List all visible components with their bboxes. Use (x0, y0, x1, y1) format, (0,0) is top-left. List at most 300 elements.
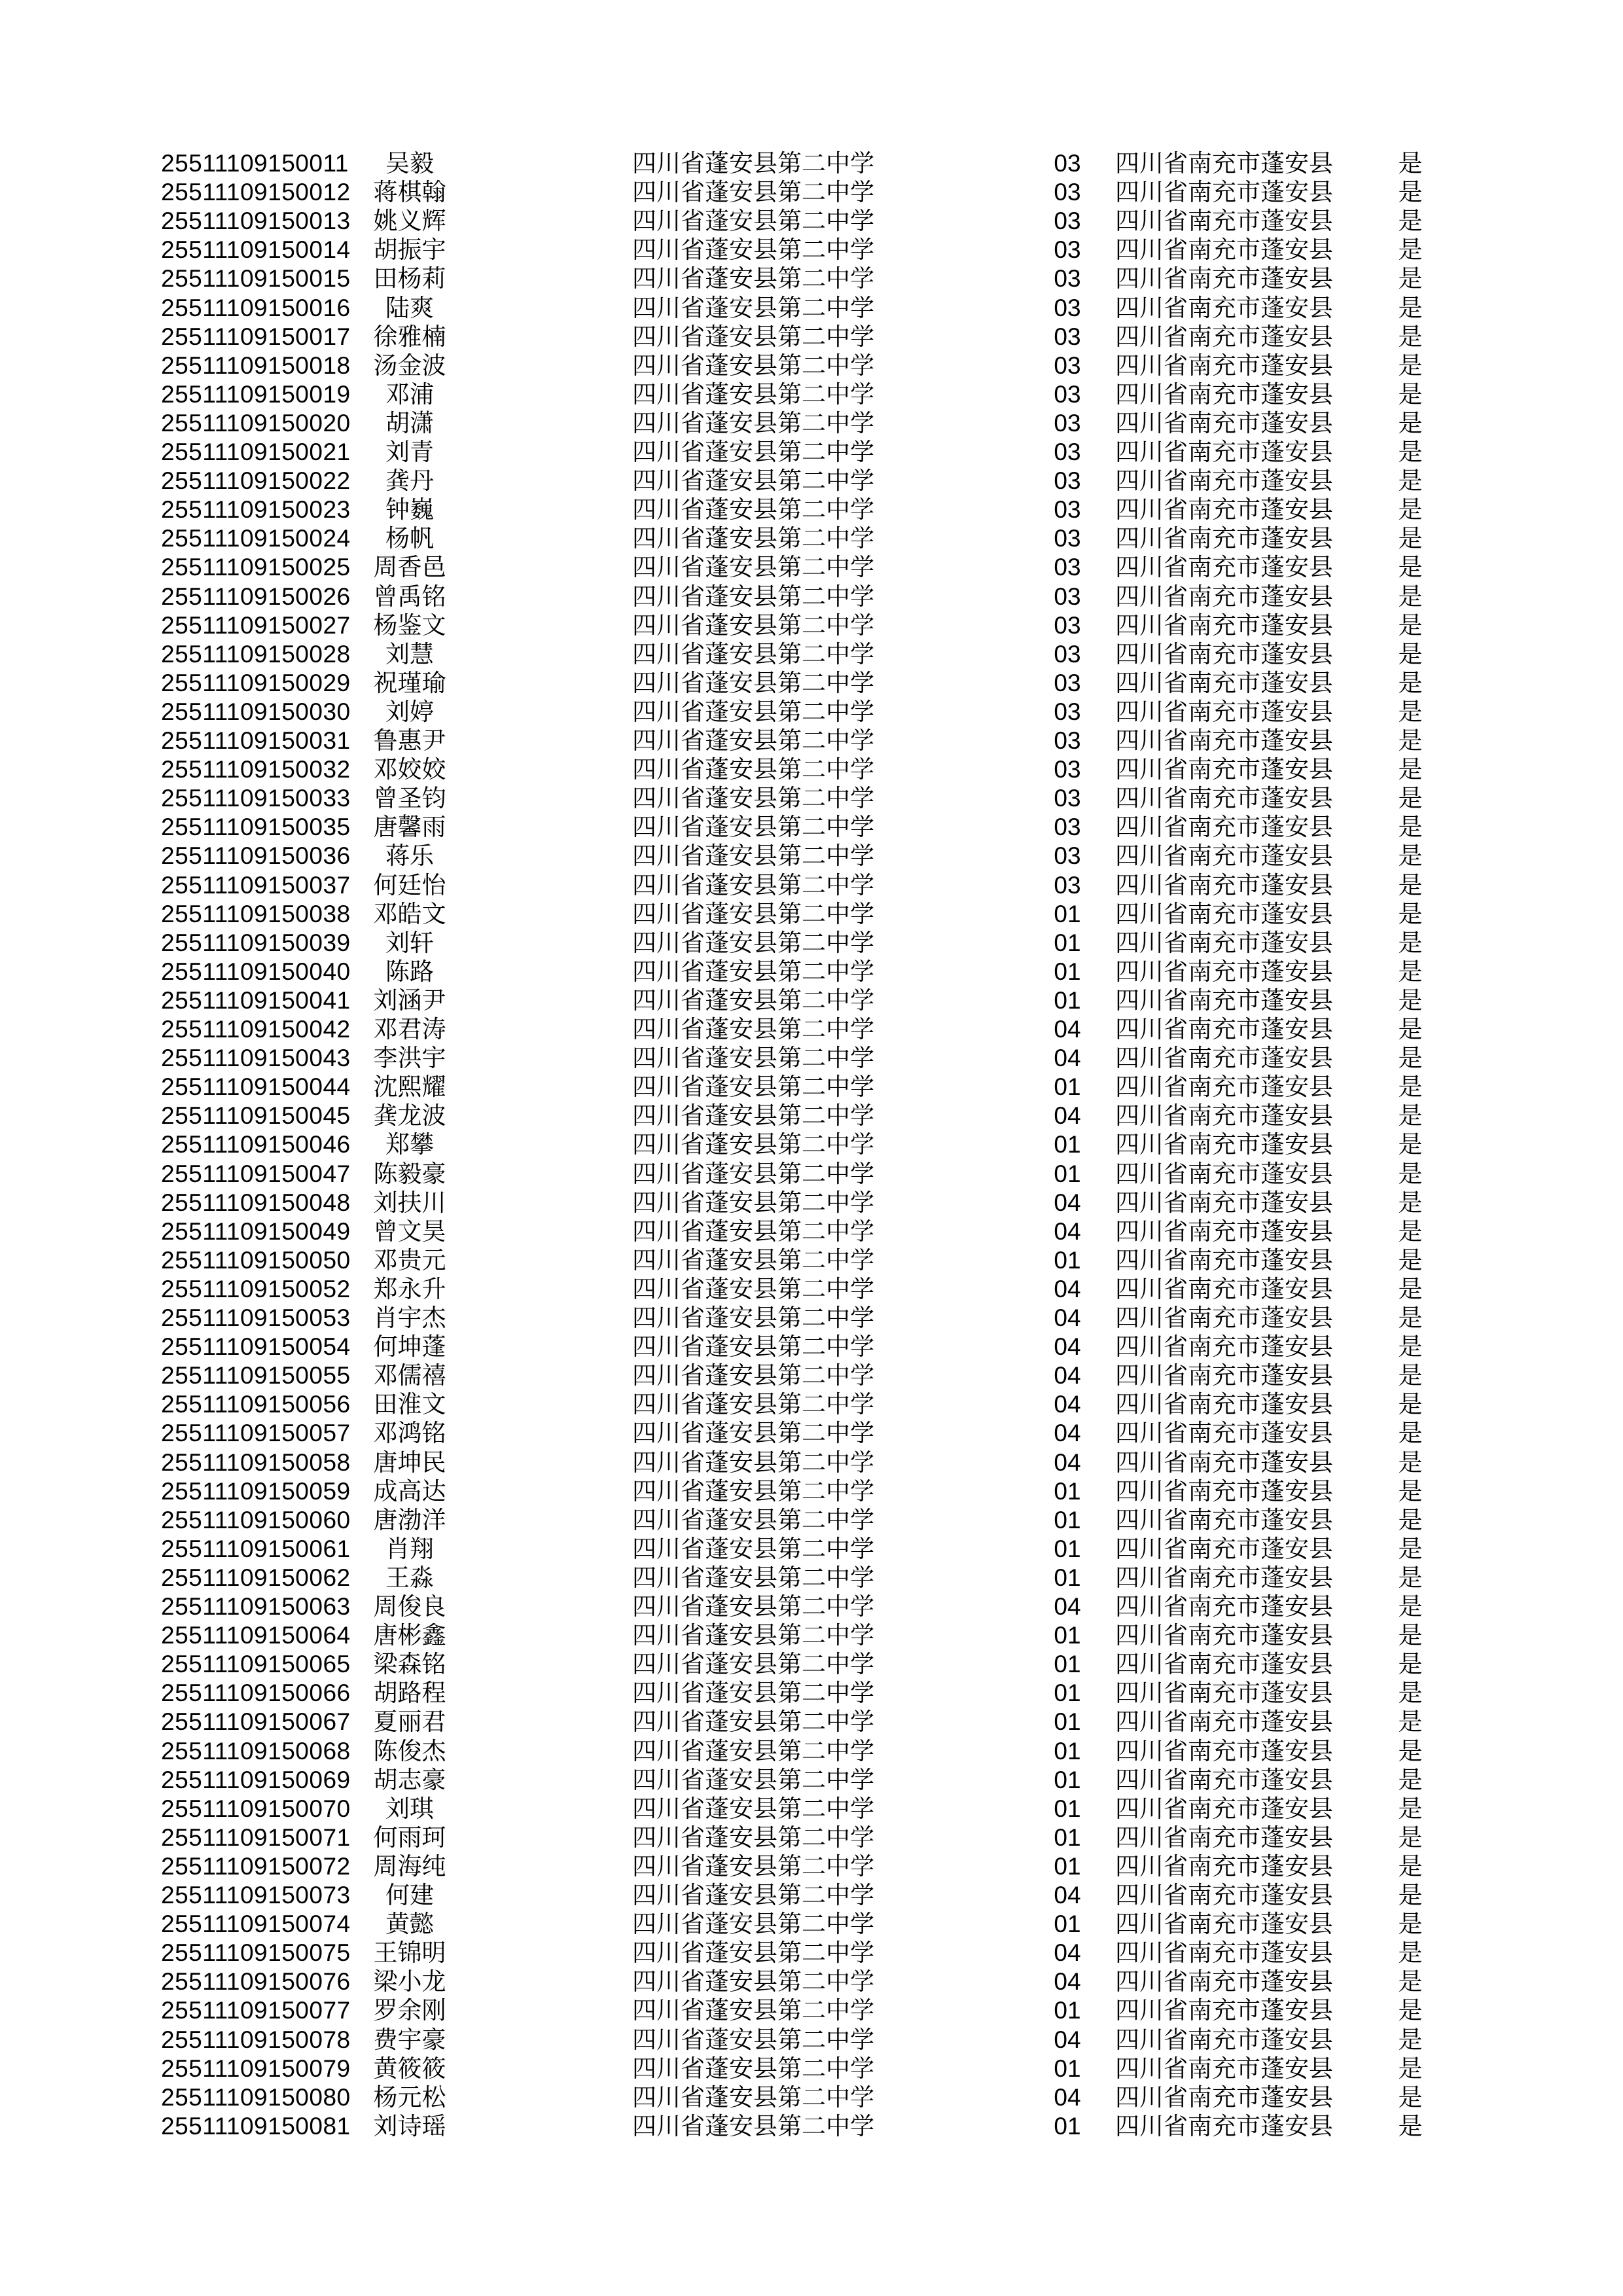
code-cell: 03 (1054, 640, 1081, 668)
flag-cell: 是 (1398, 1765, 1423, 1794)
name-cell: 何雨珂 (373, 1823, 446, 1852)
candidate-id-cell: 25511109150039 (161, 929, 351, 956)
flag-cell: 是 (1398, 2025, 1423, 2054)
table-row (0, 323, 1623, 351)
name-cell: 陆爽 (385, 293, 434, 322)
table-row (0, 294, 1623, 323)
region-cell: 四川省南充市蓬安县 (1115, 1246, 1333, 1274)
code-cell: 03 (1054, 409, 1081, 437)
region-cell: 四川省南充市蓬安县 (1115, 726, 1333, 755)
code-cell: 04 (1054, 1217, 1081, 1245)
candidate-id-cell: 25511109150056 (161, 1391, 351, 1418)
flag-cell: 是 (1398, 293, 1423, 322)
candidate-id-cell: 25511109150037 (161, 871, 351, 899)
school-cell: 四川省蓬安县第二中学 (632, 322, 874, 351)
region-cell: 四川省南充市蓬安县 (1115, 1708, 1333, 1736)
flag-cell: 是 (1398, 1679, 1423, 1708)
code-cell: 04 (1054, 1304, 1081, 1331)
table-row (0, 1766, 1623, 1795)
code-cell: 03 (1054, 669, 1081, 696)
flag-cell: 是 (1398, 1333, 1423, 1361)
candidate-id-cell: 25511109150038 (161, 900, 351, 927)
code-cell: 03 (1054, 380, 1081, 408)
candidate-id-cell: 25511109150043 (161, 1045, 351, 1072)
school-cell: 四川省蓬安县第二中学 (632, 1650, 874, 1679)
candidate-id-cell: 25511109150081 (161, 2112, 351, 2140)
region-cell: 四川省南充市蓬安县 (1115, 1823, 1333, 1852)
name-cell: 刘青 (385, 438, 434, 466)
school-cell: 四川省蓬安县第二中学 (632, 1736, 874, 1765)
name-cell: 胡振宇 (373, 236, 446, 264)
code-cell: 01 (1054, 1823, 1081, 1851)
school-cell: 四川省蓬安县第二中学 (632, 1910, 874, 1939)
name-cell: 钟巍 (385, 495, 434, 524)
name-cell: 龚龙波 (373, 1102, 446, 1130)
flag-cell: 是 (1398, 1823, 1423, 1852)
name-cell: 杨鉴文 (373, 611, 446, 639)
region-cell: 四川省南充市蓬安县 (1115, 2111, 1333, 2140)
region-cell: 四川省南充市蓬安县 (1115, 1996, 1333, 2025)
candidate-id-cell: 25511109150036 (161, 842, 351, 870)
candidate-id-cell: 25511109150064 (161, 1622, 351, 1649)
code-cell: 03 (1054, 467, 1081, 495)
candidate-id-cell: 25511109150053 (161, 1304, 351, 1331)
region-cell: 四川省南充市蓬安县 (1115, 1044, 1333, 1073)
code-cell: 04 (1054, 1593, 1081, 1620)
table-row (0, 1967, 1623, 1996)
school-cell: 四川省蓬安县第二中学 (632, 1794, 874, 1823)
name-cell: 陈俊杰 (373, 1736, 446, 1765)
flag-cell: 是 (1398, 2054, 1423, 2083)
flag-cell: 是 (1398, 2083, 1423, 2111)
candidate-id-cell: 25511109150058 (161, 1448, 351, 1476)
region-cell: 四川省南充市蓬安县 (1115, 611, 1333, 639)
school-cell: 四川省蓬安县第二中学 (632, 784, 874, 813)
school-cell: 四川省蓬安县第二中学 (632, 351, 874, 380)
table-row (0, 1535, 1623, 1564)
name-cell: 夏丽君 (373, 1708, 446, 1736)
school-cell: 四川省蓬安县第二中学 (632, 1102, 874, 1130)
region-cell: 四川省南充市蓬安县 (1115, 582, 1333, 611)
flag-cell: 是 (1398, 899, 1423, 928)
table-row (0, 1217, 1623, 1246)
code-cell: 01 (1054, 1766, 1081, 1793)
flag-cell: 是 (1398, 668, 1423, 697)
region-cell: 四川省南充市蓬安县 (1115, 986, 1333, 1014)
name-cell: 郑永升 (373, 1274, 446, 1303)
candidate-id-cell: 25511109150065 (161, 1651, 351, 1678)
table-row (0, 611, 1623, 640)
table-row (0, 929, 1623, 958)
flag-cell: 是 (1398, 1881, 1423, 1909)
flag-cell: 是 (1398, 380, 1423, 408)
flag-cell: 是 (1398, 1159, 1423, 1188)
candidate-id-cell: 25511109150013 (161, 207, 351, 235)
code-cell: 03 (1054, 236, 1081, 264)
region-cell: 四川省南充市蓬安县 (1115, 149, 1333, 177)
region-cell: 四川省南充市蓬安县 (1115, 1274, 1333, 1303)
candidate-id-cell: 25511109150032 (161, 756, 351, 783)
code-cell: 01 (1054, 1477, 1081, 1505)
candidate-id-cell: 25511109150021 (161, 439, 351, 465)
school-cell: 四川省蓬安县第二中学 (632, 2054, 874, 2083)
code-cell: 03 (1054, 583, 1081, 610)
candidate-id-cell: 25511109150078 (161, 2026, 351, 2053)
region-cell: 四川省南充市蓬安县 (1115, 2025, 1333, 2054)
flag-cell: 是 (1398, 784, 1423, 813)
flag-cell: 是 (1398, 870, 1423, 899)
flag-cell: 是 (1398, 1274, 1423, 1303)
candidate-id-cell: 25511109150011 (161, 150, 349, 177)
candidate-id-cell: 25511109150076 (161, 1968, 351, 1996)
code-cell: 03 (1054, 323, 1081, 350)
region-cell: 四川省南充市蓬安县 (1115, 264, 1333, 293)
candidate-id-cell: 25511109150027 (161, 611, 351, 639)
name-cell: 周香邑 (373, 553, 446, 582)
candidate-id-cell: 25511109150014 (161, 236, 351, 264)
table-row (0, 2083, 1623, 2112)
name-cell: 汤金波 (373, 351, 446, 380)
candidate-id-cell: 25511109150069 (161, 1766, 351, 1793)
candidate-id-cell: 25511109150073 (161, 1882, 351, 1909)
candidate-id-cell: 25511109150074 (161, 1910, 351, 1938)
flag-cell: 是 (1398, 322, 1423, 351)
code-cell: 04 (1054, 1391, 1081, 1418)
table-row (0, 1044, 1623, 1073)
flag-cell: 是 (1398, 1910, 1423, 1939)
flag-cell: 是 (1398, 697, 1423, 726)
table-row (0, 1390, 1623, 1419)
school-cell: 四川省蓬安县第二中学 (632, 1390, 874, 1419)
school-cell: 四川省蓬安县第二中学 (632, 1188, 874, 1217)
region-cell: 四川省南充市蓬安县 (1115, 467, 1333, 495)
table-row (0, 1246, 1623, 1275)
region-cell: 四川省南充市蓬安县 (1115, 1881, 1333, 1909)
flag-cell: 是 (1398, 1505, 1423, 1534)
school-cell: 四川省蓬安县第二中学 (632, 842, 874, 870)
code-cell: 03 (1054, 496, 1081, 524)
candidate-id-cell: 25511109150046 (161, 1131, 351, 1158)
candidate-id-cell: 25511109150070 (161, 1795, 351, 1822)
table-row (0, 409, 1623, 438)
region-cell: 四川省南充市蓬安县 (1115, 1650, 1333, 1679)
candidate-id-cell: 25511109150079 (161, 2054, 351, 2082)
table-row (0, 1996, 1623, 2025)
region-cell: 四川省南充市蓬安县 (1115, 1073, 1333, 1102)
school-cell: 四川省蓬安县第二中学 (632, 408, 874, 437)
table-row (0, 1102, 1623, 1130)
name-cell: 杨元松 (373, 2083, 446, 2111)
name-cell: 邓皓文 (373, 899, 446, 928)
table-row (0, 1650, 1623, 1679)
school-cell: 四川省蓬安县第二中学 (632, 611, 874, 639)
table-row (0, 842, 1623, 870)
code-cell: 01 (1054, 1073, 1081, 1101)
school-cell: 四川省蓬安县第二中学 (632, 1967, 874, 1996)
school-cell: 四川省蓬安县第二中学 (632, 1217, 874, 1246)
candidate-id-cell: 25511109150041 (161, 986, 351, 1014)
school-cell: 四川省蓬安县第二中学 (632, 582, 874, 611)
table-row (0, 1361, 1623, 1390)
region-cell: 四川省南充市蓬安县 (1115, 408, 1333, 437)
candidate-id-cell: 25511109150063 (161, 1593, 351, 1620)
school-cell: 四川省蓬安县第二中学 (632, 524, 874, 553)
school-cell: 四川省蓬安县第二中学 (632, 1621, 874, 1650)
code-cell: 04 (1054, 1448, 1081, 1476)
school-cell: 四川省蓬安县第二中学 (632, 495, 874, 524)
table-row (0, 2112, 1623, 2141)
table-row (0, 1419, 1623, 1448)
table-row (0, 1477, 1623, 1506)
name-cell: 沈熙耀 (373, 1073, 446, 1102)
code-cell: 04 (1054, 2026, 1081, 2053)
school-cell: 四川省蓬安县第二中学 (632, 1708, 874, 1736)
region-cell: 四川省南充市蓬安县 (1115, 1390, 1333, 1419)
code-cell: 03 (1054, 265, 1081, 293)
table-row (0, 178, 1623, 207)
name-cell: 王锦明 (373, 1939, 446, 1967)
table-row (0, 1910, 1623, 1939)
region-cell: 四川省南充市蓬安县 (1115, 668, 1333, 697)
code-cell: 01 (1054, 1679, 1081, 1707)
region-cell: 四川省南充市蓬安县 (1115, 697, 1333, 726)
school-cell: 四川省蓬安县第二中学 (632, 1130, 874, 1159)
school-cell: 四川省蓬安县第二中学 (632, 2111, 874, 2140)
candidate-id-cell: 25511109150031 (161, 727, 351, 754)
name-cell: 刘涵尹 (373, 986, 446, 1014)
flag-cell: 是 (1398, 1852, 1423, 1880)
flag-cell: 是 (1398, 264, 1423, 293)
region-cell: 四川省南充市蓬安县 (1115, 236, 1333, 264)
code-cell: 03 (1054, 842, 1081, 870)
school-cell: 四川省蓬安县第二中学 (632, 1015, 874, 1043)
name-cell: 田淮文 (373, 1390, 446, 1419)
code-cell: 03 (1054, 698, 1081, 725)
school-cell: 四川省蓬安县第二中学 (632, 1765, 874, 1794)
region-cell: 四川省南充市蓬安县 (1115, 380, 1333, 408)
name-cell: 肖翔 (385, 1534, 434, 1563)
name-cell: 唐渤洋 (373, 1505, 446, 1534)
table-row (0, 264, 1623, 293)
code-cell: 04 (1054, 1102, 1081, 1130)
school-cell: 四川省蓬安县第二中学 (632, 553, 874, 582)
candidate-id-cell: 25511109150060 (161, 1506, 351, 1534)
code-cell: 01 (1054, 986, 1081, 1014)
code-cell: 01 (1054, 2112, 1081, 2140)
school-cell: 四川省蓬安县第二中学 (632, 1073, 874, 1102)
candidate-id-cell: 25511109150050 (161, 1246, 351, 1274)
table-row (0, 640, 1623, 669)
flag-cell: 是 (1398, 611, 1423, 639)
name-cell: 刘扶川 (373, 1188, 446, 1217)
flag-cell: 是 (1398, 1967, 1423, 1996)
school-cell: 四川省蓬安县第二中学 (632, 1852, 874, 1880)
candidate-id-cell: 25511109150044 (161, 1073, 351, 1101)
region-cell: 四川省南充市蓬安县 (1115, 2083, 1333, 2111)
region-cell: 四川省南充市蓬安县 (1115, 957, 1333, 986)
name-cell: 郑攀 (385, 1130, 434, 1159)
school-cell: 四川省蓬安县第二中学 (632, 1939, 874, 1967)
table-row (0, 467, 1623, 495)
flag-cell: 是 (1398, 438, 1423, 466)
name-cell: 邓姣姣 (373, 755, 446, 784)
flag-cell: 是 (1398, 639, 1423, 668)
table-row (0, 900, 1623, 929)
school-cell: 四川省蓬安县第二中学 (632, 264, 874, 293)
region-cell: 四川省南充市蓬安县 (1115, 899, 1333, 928)
table-row (0, 2054, 1623, 2083)
table-row (0, 236, 1623, 264)
code-cell: 04 (1054, 1882, 1081, 1909)
candidate-id-cell: 25511109150028 (161, 640, 351, 668)
candidate-id-cell: 25511109150067 (161, 1708, 351, 1736)
code-cell: 03 (1054, 554, 1081, 581)
code-cell: 04 (1054, 1275, 1081, 1302)
name-cell: 周俊良 (373, 1592, 446, 1621)
region-cell: 四川省南充市蓬安县 (1115, 322, 1333, 351)
flag-cell: 是 (1398, 1650, 1423, 1679)
name-cell: 蒋棋翰 (373, 178, 446, 207)
candidate-id-cell: 25511109150068 (161, 1737, 351, 1765)
flag-cell: 是 (1398, 2111, 1423, 2140)
name-cell: 李洪宇 (373, 1044, 446, 1073)
candidate-id-cell: 25511109150029 (161, 669, 351, 696)
flag-cell: 是 (1398, 1592, 1423, 1621)
code-cell: 03 (1054, 525, 1081, 552)
flag-cell: 是 (1398, 1477, 1423, 1505)
candidate-id-cell: 25511109150019 (161, 380, 351, 408)
name-cell: 龚丹 (385, 467, 434, 495)
region-cell: 四川省南充市蓬安县 (1115, 928, 1333, 957)
school-cell: 四川省蓬安县第二中学 (632, 2025, 874, 2054)
table-row (0, 1708, 1623, 1736)
school-cell: 四川省蓬安县第二中学 (632, 1159, 874, 1188)
flag-cell: 是 (1398, 495, 1423, 524)
flag-cell: 是 (1398, 1102, 1423, 1130)
flag-cell: 是 (1398, 1130, 1423, 1159)
school-cell: 四川省蓬安县第二中学 (632, 1534, 874, 1563)
region-cell: 四川省南充市蓬安县 (1115, 1505, 1333, 1534)
flag-cell: 是 (1398, 957, 1423, 986)
name-cell: 姚义辉 (373, 207, 446, 236)
candidate-id-cell: 25511109150075 (161, 1939, 351, 1967)
region-cell: 四川省南充市蓬安县 (1115, 870, 1333, 899)
region-cell: 四川省南充市蓬安县 (1115, 1361, 1333, 1390)
name-cell: 徐雅楠 (373, 322, 446, 351)
school-cell: 四川省蓬安县第二中学 (632, 1333, 874, 1361)
code-cell: 03 (1054, 294, 1081, 321)
school-cell: 四川省蓬安县第二中学 (632, 438, 874, 466)
name-cell: 陈毅豪 (373, 1159, 446, 1188)
candidate-id-cell: 25511109150030 (161, 698, 351, 725)
candidate-id-cell: 25511109150047 (161, 1160, 351, 1187)
table-row (0, 524, 1623, 553)
code-cell: 01 (1054, 900, 1081, 927)
region-cell: 四川省南充市蓬安县 (1115, 755, 1333, 784)
code-cell: 03 (1054, 439, 1081, 465)
candidate-id-cell: 25511109150042 (161, 1016, 351, 1043)
name-cell: 曾圣钧 (373, 784, 446, 813)
table-row (0, 2026, 1623, 2054)
name-cell: 成高达 (373, 1477, 446, 1505)
school-cell: 四川省蓬安县第二中学 (632, 1477, 874, 1505)
candidate-id-cell: 25511109150054 (161, 1333, 351, 1361)
code-cell: 04 (1054, 1362, 1081, 1390)
flag-cell: 是 (1398, 1939, 1423, 1967)
table-row (0, 351, 1623, 380)
table-row (0, 1333, 1623, 1361)
code-cell: 01 (1054, 2054, 1081, 2082)
name-cell: 刘轩 (385, 928, 434, 957)
name-cell: 王淼 (385, 1563, 434, 1592)
flag-cell: 是 (1398, 1361, 1423, 1390)
flag-cell: 是 (1398, 986, 1423, 1014)
candidate-id-cell: 25511109150052 (161, 1275, 351, 1302)
table-row (0, 1852, 1623, 1881)
name-cell: 肖宇杰 (373, 1304, 446, 1332)
school-cell: 四川省蓬安县第二中学 (632, 755, 874, 784)
code-cell: 04 (1054, 1939, 1081, 1967)
candidate-id-cell: 25511109150059 (161, 1477, 351, 1505)
code-cell: 03 (1054, 611, 1081, 639)
flag-cell: 是 (1398, 1217, 1423, 1246)
code-cell: 01 (1054, 1535, 1081, 1562)
table-row (0, 438, 1623, 467)
flag-cell: 是 (1398, 351, 1423, 380)
flag-cell: 是 (1398, 149, 1423, 177)
code-cell: 01 (1054, 1506, 1081, 1534)
candidate-id-cell: 25511109150025 (161, 554, 351, 581)
name-cell: 胡志豪 (373, 1765, 446, 1794)
school-cell: 四川省蓬安县第二中学 (632, 639, 874, 668)
candidate-id-cell: 25511109150057 (161, 1420, 351, 1447)
region-cell: 四川省南充市蓬安县 (1115, 1102, 1333, 1130)
school-cell: 四川省蓬安县第二中学 (632, 668, 874, 697)
candidate-id-cell: 25511109150023 (161, 496, 351, 524)
school-cell: 四川省蓬安县第二中学 (632, 1304, 874, 1332)
code-cell: 01 (1054, 1737, 1081, 1765)
flag-cell: 是 (1398, 928, 1423, 957)
code-cell: 01 (1054, 929, 1081, 956)
table-row (0, 495, 1623, 524)
candidate-id-cell: 25511109150045 (161, 1102, 351, 1130)
name-cell: 刘婷 (385, 697, 434, 726)
code-cell: 04 (1054, 1420, 1081, 1447)
name-cell: 鲁惠尹 (373, 726, 446, 755)
code-cell: 01 (1054, 1852, 1081, 1880)
code-cell: 03 (1054, 756, 1081, 783)
candidate-id-cell: 25511109150066 (161, 1679, 351, 1707)
code-cell: 01 (1054, 1160, 1081, 1187)
flag-cell: 是 (1398, 236, 1423, 264)
table-row (0, 813, 1623, 842)
table-row (0, 1679, 1623, 1708)
code-cell: 04 (1054, 1045, 1081, 1072)
region-cell: 四川省南充市蓬安县 (1115, 1967, 1333, 1996)
candidate-id-cell: 25511109150048 (161, 1189, 351, 1216)
table-row (0, 755, 1623, 784)
region-cell: 四川省南充市蓬安县 (1115, 1477, 1333, 1505)
school-cell: 四川省蓬安县第二中学 (632, 1996, 874, 2025)
code-cell: 01 (1054, 1795, 1081, 1822)
name-cell: 何廷怡 (373, 870, 446, 899)
school-cell: 四川省蓬安县第二中学 (632, 467, 874, 495)
region-cell: 四川省南充市蓬安县 (1115, 1736, 1333, 1765)
name-cell: 邓浦 (385, 380, 434, 408)
code-cell: 03 (1054, 150, 1081, 177)
school-cell: 四川省蓬安县第二中学 (632, 293, 874, 322)
flag-cell: 是 (1398, 1073, 1423, 1102)
